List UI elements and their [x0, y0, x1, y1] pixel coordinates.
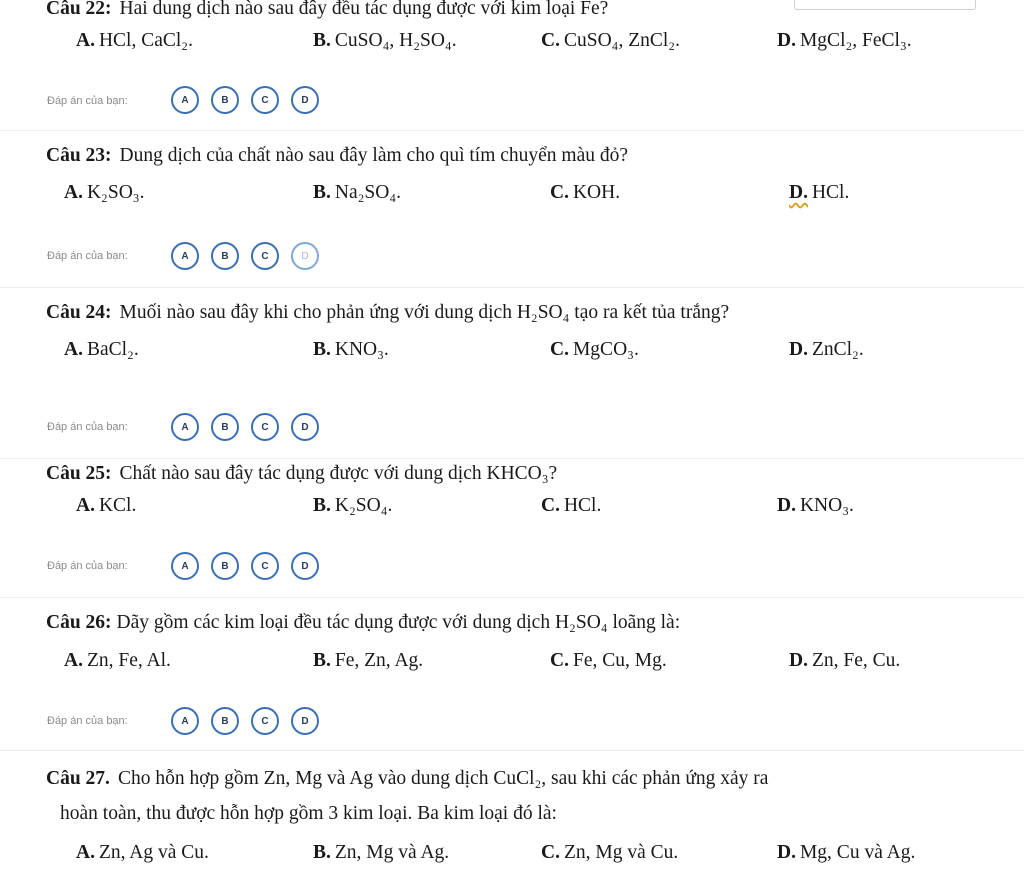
choice-b-button[interactable]: B	[211, 413, 239, 441]
divider	[0, 287, 1024, 288]
option-a: A. KCl.	[76, 495, 137, 516]
choice-c-button[interactable]: C	[251, 242, 279, 270]
choice-c-button[interactable]: C	[251, 86, 279, 114]
option-a: A. Zn, Ag và Cu.	[76, 842, 209, 863]
choice-c-button[interactable]: C	[251, 707, 279, 735]
choice-a-button[interactable]: A	[171, 86, 199, 114]
option-b: B. KNO₃.	[313, 339, 389, 360]
choice-d-button[interactable]: D	[291, 552, 319, 580]
option-b: B. Zn, Mg và Ag.	[313, 842, 450, 863]
question-number: Câu 27.	[46, 768, 110, 789]
choice-b-button[interactable]: B	[211, 552, 239, 580]
question-text: Hai dung dịch nào sau đây đều tác dụng được với kim loại Fe?	[119, 0, 609, 19]
question-25-stem	[46, 463, 557, 485]
option-a: A. HCl, CaCl₂.	[76, 30, 193, 51]
option-c: C. MgCO₃.	[550, 339, 639, 360]
top-answer-box	[794, 0, 976, 10]
question-23-stem	[46, 145, 628, 167]
choice-b-button[interactable]: B	[211, 86, 239, 114]
option-d: D. Mg, Cu và Ag.	[777, 842, 916, 863]
option-d: D. Zn, Fe, Cu.	[789, 650, 901, 671]
question-number: Câu 22:	[46, 0, 112, 19]
question-text: Cho hỗn hợp gồm Zn, Mg và Ag vào dung dịch CuCl₂, sau khi các phản ứng xảy ra	[117, 768, 769, 789]
divider	[0, 458, 1024, 459]
choice-d-button[interactable]: D	[291, 413, 319, 441]
choice-a-button[interactable]: A	[171, 707, 199, 735]
option-b: B. K₂SO₄.	[313, 495, 393, 516]
option-a: A. K₂SO₃.	[64, 182, 145, 203]
choice-a-button[interactable]: A	[171, 413, 199, 441]
choice-d-button[interactable]: D	[291, 86, 319, 114]
option-d: D. KNO₃.	[777, 495, 854, 516]
option-c: C. KOH.	[550, 182, 621, 203]
question-26-stem	[46, 612, 680, 634]
choice-c-button[interactable]: C	[251, 552, 279, 580]
answer-label: Đáp án của bạn:	[47, 421, 128, 433]
divider	[0, 130, 1024, 131]
option-c: C. HCl.	[541, 495, 602, 516]
question-number: Câu 23:	[46, 145, 112, 166]
question-24-stem	[46, 302, 729, 324]
answer-label: Đáp án của bạn:	[47, 560, 128, 572]
question-27-stem	[46, 768, 768, 790]
choice-b-button[interactable]: B	[211, 242, 239, 270]
answer-label: Đáp án của bạn:	[47, 95, 128, 107]
choice-d-button[interactable]: D	[291, 707, 319, 735]
divider	[0, 750, 1024, 751]
choice-c-button[interactable]: C	[251, 413, 279, 441]
question-text: Dung dịch của chất nào sau đây làm cho quì tím chuyển màu đỏ?	[119, 145, 629, 166]
question-number: Câu 26:	[46, 612, 112, 633]
option-d: D. HCl.	[789, 182, 850, 203]
divider	[0, 597, 1024, 598]
answer-label: Đáp án của bạn:	[47, 250, 128, 262]
question-number: Câu 25:	[46, 463, 112, 484]
question-number: Câu 24:	[46, 302, 112, 323]
question-text: Chất nào sau đây tác dụng được với dung dịch KHCO₃?	[119, 463, 558, 484]
option-b: B. Na₂SO₄.	[313, 182, 402, 203]
option-c: C. CuSO₄, ZnCl₂.	[541, 30, 680, 51]
option-a: A. BaCl₂.	[64, 339, 139, 360]
choice-b-button[interactable]: B	[211, 707, 239, 735]
choice-d-button[interactable]: D	[291, 242, 319, 270]
option-d: D. MgCl₂, FeCl₃.	[777, 30, 912, 51]
question-text: Dãy gồm các kim loại đều tác dụng được với dung dịch H₂SO₄ loãng là:	[116, 612, 681, 633]
option-c: C. Fe, Cu, Mg.	[550, 650, 667, 671]
question-27-stem-continued: hoàn toàn, thu được hỗn hợp gồm 3 kim loại. Ba kim loại đó là:	[60, 803, 557, 824]
question-text: Muối nào sau đây khi cho phản ứng với dung dịch H₂SO₄ tạo ra kết tủa trắng?	[119, 302, 730, 323]
option-b: B. CuSO₄, H₂SO₄.	[313, 30, 457, 51]
choice-a-button[interactable]: A	[171, 552, 199, 580]
choice-a-button[interactable]: A	[171, 242, 199, 270]
option-d: D. ZnCl₂.	[789, 339, 864, 360]
option-b: B. Fe, Zn, Ag.	[313, 650, 424, 671]
option-c: C. Zn, Mg và Cu.	[541, 842, 679, 863]
answer-label: Đáp án của bạn:	[47, 715, 128, 727]
question-22-stem	[46, 0, 608, 20]
option-a: A. Zn, Fe, Al.	[64, 650, 171, 671]
